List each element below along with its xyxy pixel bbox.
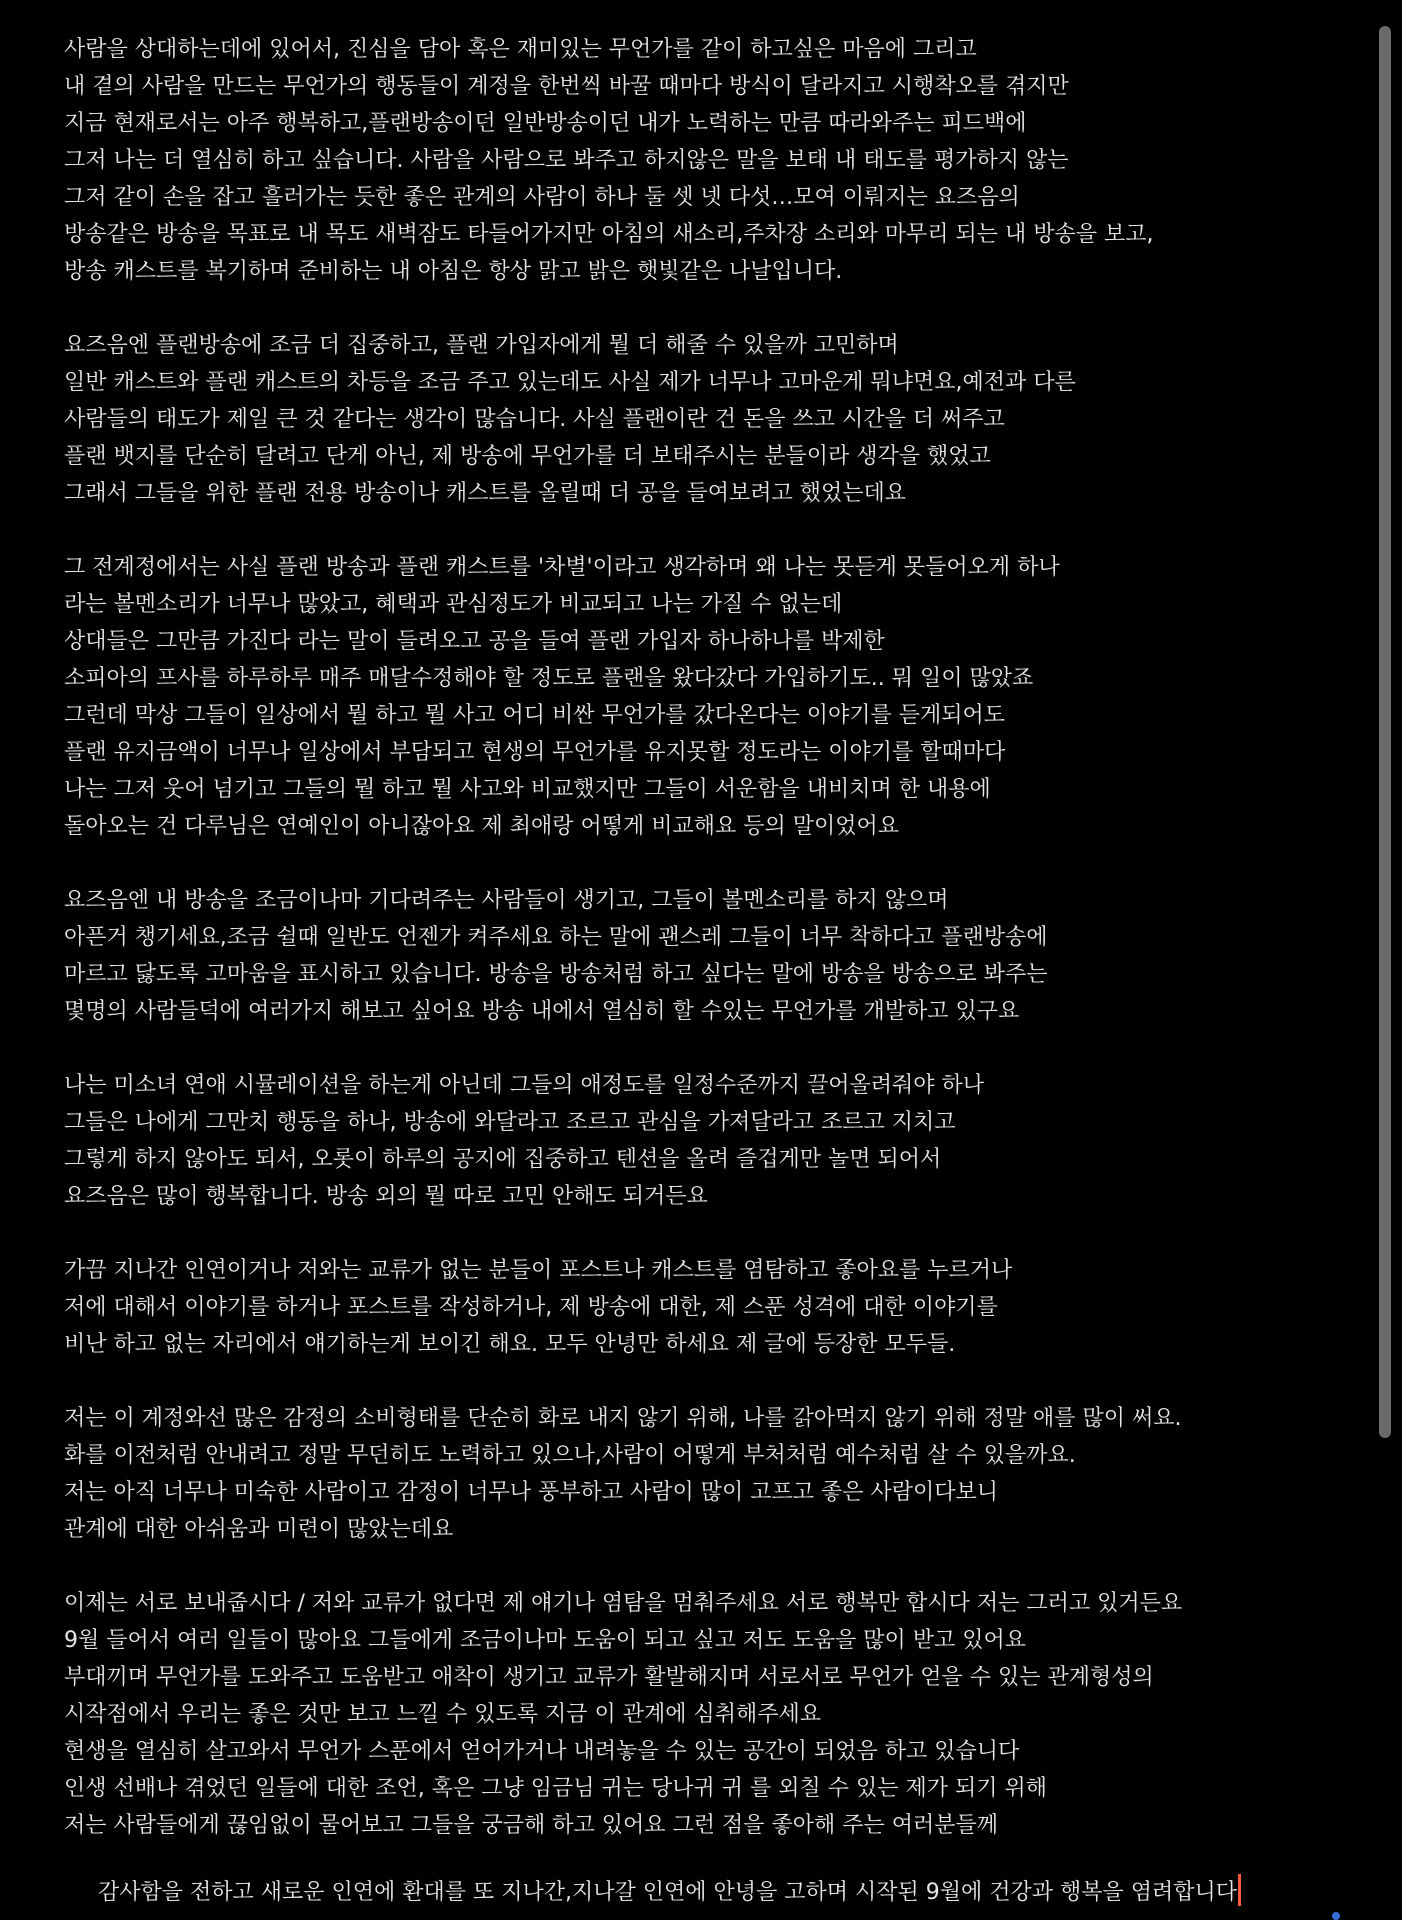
text-line: 나는 미소녀 연애 시뮬레이션을 하는게 아닌데 그들의 애정도를 일정수준까지 끌어올려줘야 하나 [64, 1073, 985, 1098]
text-line: 플랜 유지금액이 너무나 일상에서 부담되고 현생의 무언가를 유지못할 정도라는 이야기를 할때마다 [64, 740, 1006, 765]
text-line: 방송 캐스트를 복기하며 준비하는 내 아침은 항상 맑고 밝은 햇빛같은 나날입니다. [64, 259, 843, 284]
final-paragraph[interactable] [98, 1874, 1241, 1911]
scrollbar-thumb[interactable] [1379, 26, 1391, 1438]
final-line-text: 감사함을 전하고 새로운 인연에 환대를 또 지나간,지나갈 인연에 안녕을 고하며 시작된 9월에 건강과 행복을 염려합니다 [98, 1880, 1237, 1905]
text-line: 요즈음엔 플랜방송에 조금 더 집중하고, 플랜 가입자에게 뭘 더 해줄 수 있을까 고민하며 [64, 333, 899, 358]
text-line: 화를 이전처럼 안내려고 정말 무던히도 노력하고 있으나,사람이 어떻게 부처처럼 예수처럼 살 수 있을까요. [64, 1443, 1076, 1468]
text-line: 부대끼며 무언가를 도와주고 도움받고 애착이 생기고 교류가 활발해지며 서로서로 무언가 얻을 수 있는 관계형성의 [64, 1665, 1154, 1690]
text-line: 그저 나는 더 열심히 하고 싶습니다. 사람을 사람으로 봐주고 하지않은 말을 보태 내 태도를 평가하지 않는 [64, 148, 1069, 173]
text-line: 사람들의 태도가 제일 큰 것 같다는 생각이 많습니다. 사실 플랜이란 건 돈을 쓰고 시간을 더 써주고 [64, 407, 1005, 432]
text-line: 그 전계정에서는 사실 플랜 방송과 플랜 캐스트를 '차별'이라고 생각하며 왜 나는 못듣게 못들어오게 하나 [64, 555, 1060, 580]
text-line: 요즈음은 많이 행복합니다. 방송 외의 뭘 따로 고민 안해도 되거든요 [64, 1184, 708, 1209]
text-line: 요즈음엔 내 방송을 조금이나마 기다려주는 사람들이 생기고, 그들이 볼멘소리를 하지 않으며 [64, 888, 949, 913]
text-line: 그래서 그들을 위한 플랜 전용 방송이나 캐스트를 올릴때 더 공을 들여보려고 했었는데요 [64, 481, 906, 506]
text-line: 소피아의 프사를 하루하루 매주 매달수정해야 할 정도로 플랜을 왔다갔다 가입하기도.. 뭐 일이 많았죠 [64, 666, 1034, 691]
text-line: 마르고 닳도록 고마움을 표시하고 있습니다. 방송을 방송처럼 하고 싶다는 말에 방송을 방송으로 봐주는 [64, 962, 1048, 987]
text-line: 현생을 열심히 살고와서 무언가 스푼에서 얻어가거나 내려놓을 수 있는 공간이 되었음 하고 있습니다 [64, 1739, 1020, 1764]
text-line: 시작점에서 우리는 좋은 것만 보고 느낄 수 있도록 지금 이 관계에 심취해주세요 [64, 1702, 821, 1727]
text-line: 플랜 뱃지를 단순히 달려고 단게 아닌, 제 방송에 무언가를 더 보태주시는 분들이라 생각을 했었고 [64, 444, 991, 469]
text-line: 일반 캐스트와 플랜 캐스트의 차등을 조금 주고 있는데도 사실 제가 너무나 고마운게 뭐냐면요,예전과 다른 [64, 370, 1076, 395]
text-line: 아픈거 챙기세요,조금 쉴때 일반도 언젠가 켜주세요 하는 말에 괜스레 그들이 너무 착하다고 플랜방송에 [64, 925, 1048, 950]
text-line: 9월 들어서 여러 일들이 많아요 그들에게 조금이나마 도움이 되고 싶고 저도 도움을 많이 받고 있어요 [64, 1628, 1026, 1653]
paragraph [64, 1067, 1354, 1215]
document-body[interactable] [64, 31, 1354, 1881]
paragraph [64, 549, 1354, 845]
text-line: 저에 대해서 이야기를 하거나 포스트를 작성하거나, 제 방송에 대한, 제 스푼 성격에 대한 이야기를 [64, 1295, 998, 1320]
text-line: 그들은 나에게 그만치 행동을 하나, 방송에 와달라고 조르고 관심을 가져달라고 조르고 지치고 [64, 1110, 956, 1135]
text-line: 관계에 대한 아쉬움과 미련이 많았는데요 [64, 1517, 454, 1542]
text-line: 라는 볼멘소리가 너무나 많았고, 혜택과 관심정도가 비교되고 나는 가질 수 없는데 [64, 592, 843, 617]
text-cursor [1238, 1874, 1241, 1906]
text-line: 돌아오는 건 다루님은 연예인이 아니잖아요 제 최애랑 어떻게 비교해요 등의 말이었어요 [64, 814, 900, 839]
text-line: 지금 현재로서는 아주 행복하고,플랜방송이던 일반방송이던 내가 노력하는 만큼 따라와주는 피드백에 [64, 111, 1027, 136]
text-line: 이제는 서로 보내줍시다 / 저와 교류가 없다면 제 얘기나 염탐을 멈춰주세요 서로 행복만 합시다 저는 그러고 있거든요 [64, 1591, 1183, 1616]
text-line: 몇명의 사람들덕에 여러가지 해보고 싶어요 방송 내에서 열심히 할 수있는 무언가를 개발하고 있구요 [64, 999, 1020, 1024]
text-line: 그런데 막상 그들이 일상에서 뭘 하고 뭘 사고 어디 비싼 무언가를 갔다온다는 이야기를 듣게되어도 [64, 703, 1005, 728]
text-line: 방송같은 방송을 목표로 내 목도 새벽잠도 타들어가지만 아침의 새소리,주차장 소리와 마무리 되는 내 방송을 보고, [64, 222, 1154, 247]
paragraph [64, 31, 1354, 290]
text-line: 비난 하고 없는 자리에서 얘기하는게 보이긴 해요. 모두 안녕만 하세요 제 글에 등장한 모두들. [64, 1332, 956, 1357]
text-line: 저는 이 계정와선 많은 감정의 소비형태를 단순히 화로 내지 않기 위해, 나를 갉아먹지 않기 위해 정말 애를 많이 써요. [64, 1406, 1182, 1431]
text-line: 내 곁의 사람을 만드는 무언가의 행동들이 계정을 한번씩 바꿀 때마다 방식이 달라지고 시행착오를 겪지만 [64, 74, 1069, 99]
text-line: 저는 사람들에게 끊임없이 물어보고 그들을 궁금해 하고 있어요 그런 점을 좋아해 주는 여러분들께 [64, 1813, 999, 1838]
paragraph [64, 327, 1354, 512]
text-line: 인생 선배나 겪었던 일들에 대한 조언, 혹은 그냥 임금님 귀는 당나귀 귀 를 외칠 수 있는 제가 되기 위해 [64, 1776, 1047, 1801]
text-line: 그렇게 하지 않아도 되서, 오롯이 하루의 공지에 집중하고 텐션을 올려 즐겁게만 놀면 되어서 [64, 1147, 942, 1172]
text-line: 가끔 지나간 인연이거나 저와는 교류가 없는 분들이 포스트나 캐스트를 염탐하고 좋아요를 누르거나 [64, 1258, 1013, 1283]
text-line: 그저 같이 손을 잡고 흘러가는 듯한 좋은 관계의 사람이 하나 둘 셋 넷 다섯…모여 이뤄지는 요즈음의 [64, 185, 1020, 210]
paragraph [64, 1585, 1354, 1844]
text-line: 사람을 상대하는데에 있어서, 진심을 담아 혹은 재미있는 무언가를 같이 하고싶은 마음에 그리고 [64, 37, 977, 62]
paragraph [64, 1400, 1354, 1548]
text-line: 상대들은 그만큼 가진다 라는 말이 들려오고 공을 들여 플랜 가입자 하나하나를 박제한 [64, 629, 885, 654]
text-line: 저는 아직 너무나 미숙한 사람이고 감정이 너무나 풍부하고 사람이 많이 고프고 좋은 사람이다보니 [64, 1480, 999, 1505]
paragraph [64, 1252, 1354, 1363]
paragraph [64, 882, 1354, 1030]
vertical-scrollbar[interactable] [1376, 0, 1402, 1920]
text-line: 나는 그저 웃어 넘기고 그들의 뭘 하고 뭘 사고와 비교했지만 그들이 서운함을 내비치며 한 내용에 [64, 777, 991, 802]
status-dot-icon [1332, 1912, 1340, 1920]
